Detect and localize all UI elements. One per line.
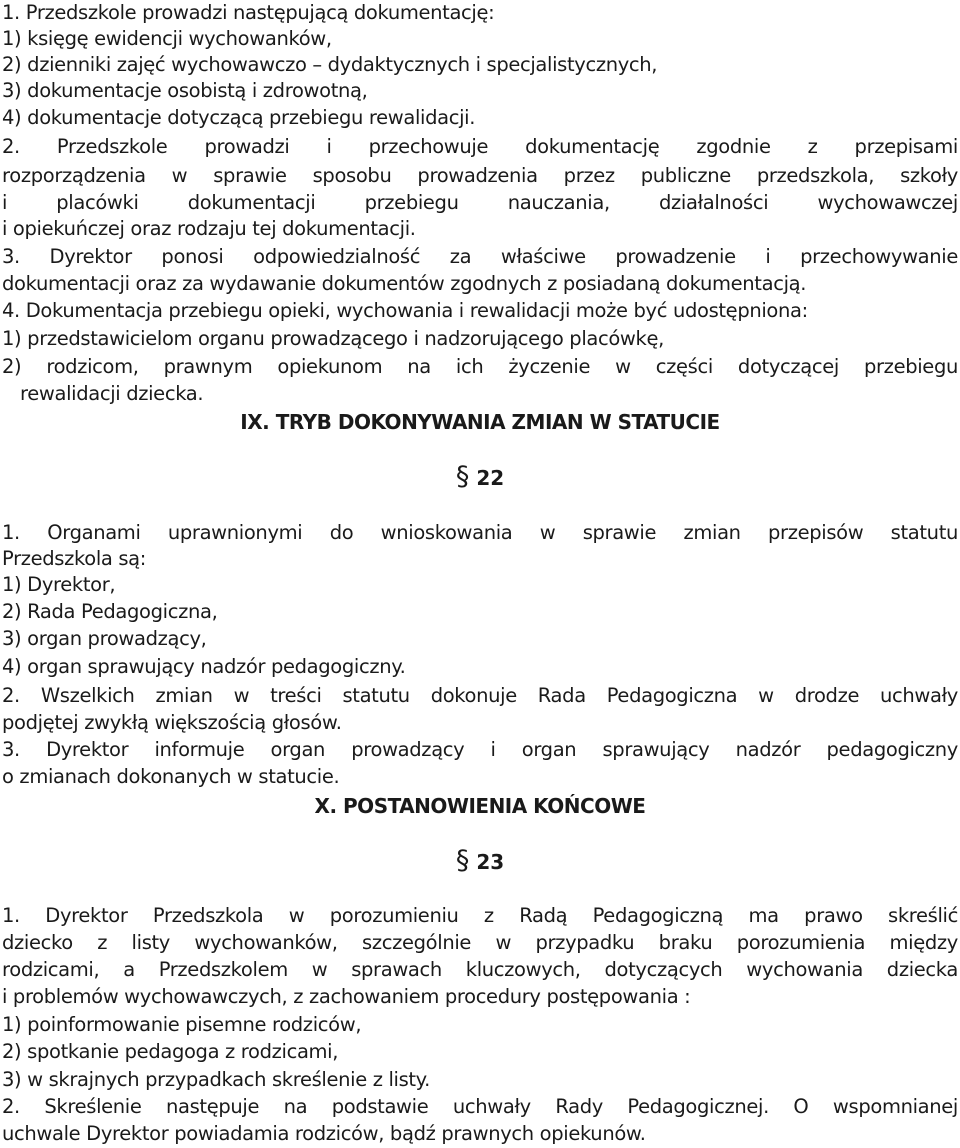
text-line: podjętej zwykłą większością głosów. <box>2 711 342 734</box>
text-line: rodzicami, a Przedszkolem w sprawach kluczowych, dotyczących wychowania dziecka <box>2 958 958 981</box>
text-line: i opiekuńczej oraz rodzaju tej dokumentacji. <box>2 217 416 240</box>
text-line: 2) Rada Pedagogiczna, <box>2 600 218 623</box>
paragraph-number-value: 22 <box>476 466 505 490</box>
chapter-heading: X. POSTANOWIENIA KOŃCOWE <box>314 794 646 818</box>
text-line: 2. Przedszkole prowadzi i przechowuje dokumentację zgodnie z przepisami <box>2 135 958 158</box>
text-line: dziecko z listy wychowanków, szczególnie w przypadku braku porozumienia między <box>2 931 958 954</box>
text-line: rewalidacji dziecka. <box>20 382 204 405</box>
text-line: rozporządzenia w sprawie sposobu prowadzenia przez publiczne przedszkola, szkoły <box>2 164 958 187</box>
text-line: o zmianach dokonanych w statucie. <box>2 765 340 788</box>
text-line: 2) dzienniki zajęć wychowawczo – dydaktycznych i specjalistycznych, <box>2 53 658 76</box>
text-line: 1) Dyrektor, <box>2 573 116 596</box>
text-line: 2) spotkanie pedagoga z rodzicami, <box>2 1040 339 1063</box>
text-line: 2) rodzicom, prawnym opiekunom na ich życzenie w części dotyczącej przebiegu <box>2 355 958 378</box>
paragraph-number <box>0 461 960 492</box>
text-line: i placówki dokumentacji przebiegu nauczania, działalności wychowawczej <box>2 191 958 214</box>
text-line: 1. Organami uprawnionymi do wnioskowania w sprawie zmian przepisów statutu <box>2 521 958 544</box>
section-sign: § <box>455 461 470 492</box>
text-line: 3. Dyrektor informuje organ prowadzący i organ sprawujący nadzór pedagogiczny <box>2 738 958 761</box>
text-line: 2. Wszelkich zmian w treści statutu dokonuje Rada Pedagogiczna w drodze uchwały <box>2 684 958 707</box>
text-line: 3) dokumentacje osobistą i zdrowotną, <box>2 79 368 102</box>
text-line: 1. Dyrektor Przedszkola w porozumieniu z Radą Pedagogiczną ma prawo skreślić <box>2 904 958 927</box>
text-line: dokumentacji oraz za wydawanie dokumentów zgodnych z posiadaną dokumentacją. <box>2 272 807 295</box>
text-line: i problemów wychowawczych, z zachowaniem procedury postępowania : <box>2 985 691 1008</box>
paragraph-number <box>0 845 960 876</box>
text-line: 2. Skreślenie następuje na podstawie uchwały Rady Pedagogicznej. O wspomnianej <box>2 1095 958 1118</box>
text-line: 3. Dyrektor ponosi odpowiedzialność za właściwe prowadzenie i przechowywanie <box>2 245 958 268</box>
text-line: Przedszkola są: <box>2 547 146 570</box>
text-line: 1) przedstawicielom organu prowadzącego i nadzorującego placówkę, <box>2 327 664 350</box>
text-line: 4) dokumentacje dotyczącą przebiegu rewalidacji. <box>2 106 476 129</box>
text-line: 1. Przedszkole prowadzi następującą dokumentację: <box>2 1 495 24</box>
section-sign: § <box>455 845 470 876</box>
chapter-heading: IX. TRYB DOKONYWANIA ZMIAN W STATUCIE <box>240 410 720 434</box>
text-line: uchwale Dyrektor powiadamia rodziców, bądź prawnych opiekunów. <box>2 1122 646 1145</box>
paragraph-number-value: 23 <box>476 850 505 874</box>
text-line: 3) w skrajnych przypadkach skreślenie z listy. <box>2 1068 430 1091</box>
text-line: 4) organ sprawujący nadzór pedagogiczny. <box>2 655 406 678</box>
text-line: 1) poinformowanie pisemne rodziców, <box>2 1013 362 1036</box>
text-line: 3) organ prowadzący, <box>2 627 207 650</box>
text-line: 1) księgę ewidencji wychowanków, <box>2 27 332 50</box>
text-line: 4. Dokumentacja przebiegu opieki, wychowania i rewalidacji może być udostępniona: <box>2 299 808 322</box>
